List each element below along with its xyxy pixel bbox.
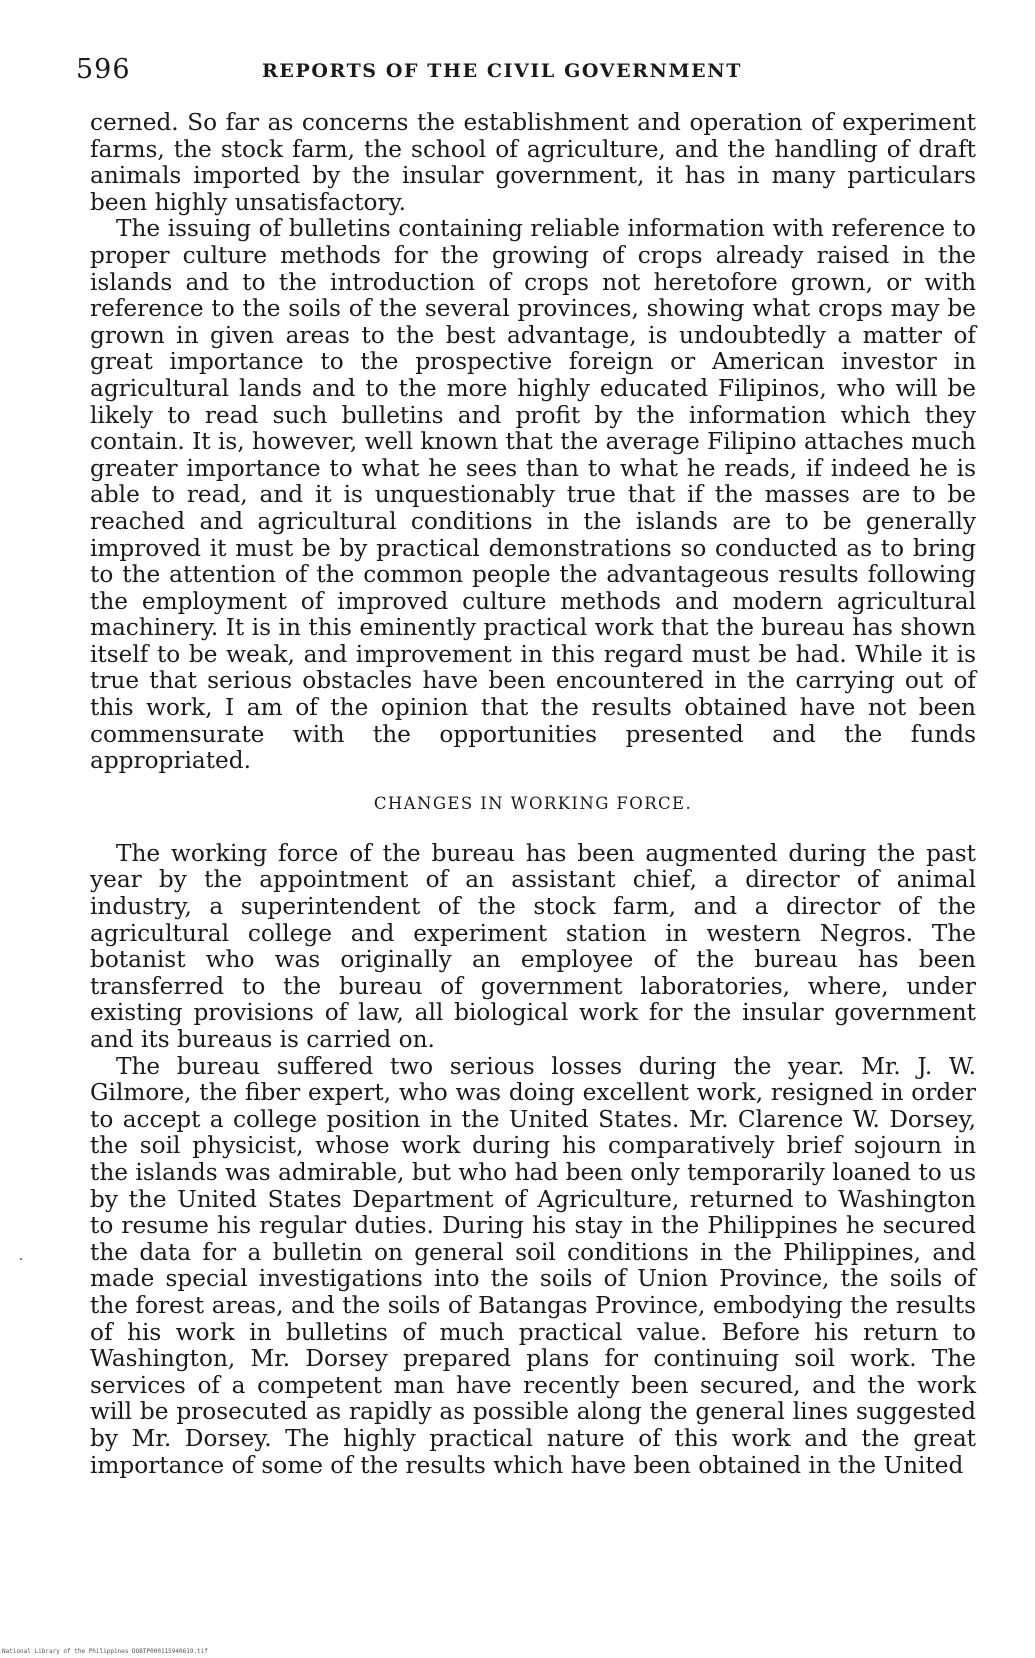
body-text <box>90 110 976 1479</box>
paragraph-bulletins: The issuing of bulletins containing reliable information with reference to proper culture methods for the growing of crops already raised in the islands and to the introduction of crops not heretofore grown, or with reference to the soils of the several provinces, showing what crops may be grown in given areas to the best advantage, is undoubtedly a matter of great importance to the prospective foreign or American investor in agricultural lands and to the more highly educated Filipinos, who will be likely to read such bulletins and profit by the information which they contain. It is, however, well known that the average Filipino attaches much greater importance to what he sees than to what he reads, if indeed he is able to read, and it is unquestionably true that if the masses are to be reached and agricultural conditions in the islands are to be generally improved it must be by practical demonstrations so conducted as to bring to the attention of the common people the advantageous results following the employment of improved culture methods and modern agricultural machinery. It is in this eminently practical work that the bureau has shown itself to be weak, and improvement in this regard must be had. While it is true that serious obstacles have been encountered in the carrying out of this work, I am of the opinion that the results obtained have not been commensurate with the opportunities presented and the funds appropriated. <box>90 215 976 775</box>
scan-footer-note: National Library of the Philippines DOBTP000115940619.tif <box>2 1648 208 1655</box>
page-header <box>76 52 956 92</box>
paragraph-losses: The bureau suffered two serious losses during the year. Mr. J. W. Gilmore, the fiber expert, who was doing excellent work, resigned in order to accept a college position in the United States. Mr. Clarence W. Dorsey, the soil physicist, whose work during his comparatively brief sojourn in the islands was admirable, but who had been only temporarily loaned to us by the United States Department of Agriculture, returned to Washington to resume his regular duties. During his stay in the Philippines he secured the data for a bulletin on general soil conditions in the Philippines, and made special investigations into the soils of Union Province, the soils of the forest areas, and the soils of Batangas Province, embodying the results of his work in bulletins of much practical value. Before his return to Washington, Mr. Dorsey prepared plans for continuing soil work. The services of a competent man have recently been secured, and the work will be prosecuted as rapidly as possible along the general lines suggested by Mr. Dorsey. The highly practical nature of this work and the great importance of some of the results which have been obtained in the United <box>90 1052 976 1479</box>
running-head: REPORTS OF THE CIVIL GOVERNMENT <box>262 60 742 82</box>
scan-speck <box>20 1258 22 1260</box>
paragraph-continuation: cerned. So far as concerns the establishment and operation of experiment farms, the stock farm, the school of agriculture, and the handling of draft animals imported by the insular government, it has in many particulars been highly unsatisfactory. <box>90 109 976 216</box>
section-heading: CHANGES IN WORKING FORCE. <box>373 793 693 813</box>
page-number: 596 <box>76 54 131 85</box>
paragraph-working-force: The working force of the bureau has been augmented during the past year by the appointment of an assistant chief, a director of animal industry, a superintendent of the stock farm, and a director of the agricultural college and experiment station in western Negros. The botanist who was originally an employee of the bureau has been transferred to the bureau of government laboratories, where, under existing provisions of law, all biological work for the insular government and its bureaus is carried on. <box>90 839 976 1053</box>
